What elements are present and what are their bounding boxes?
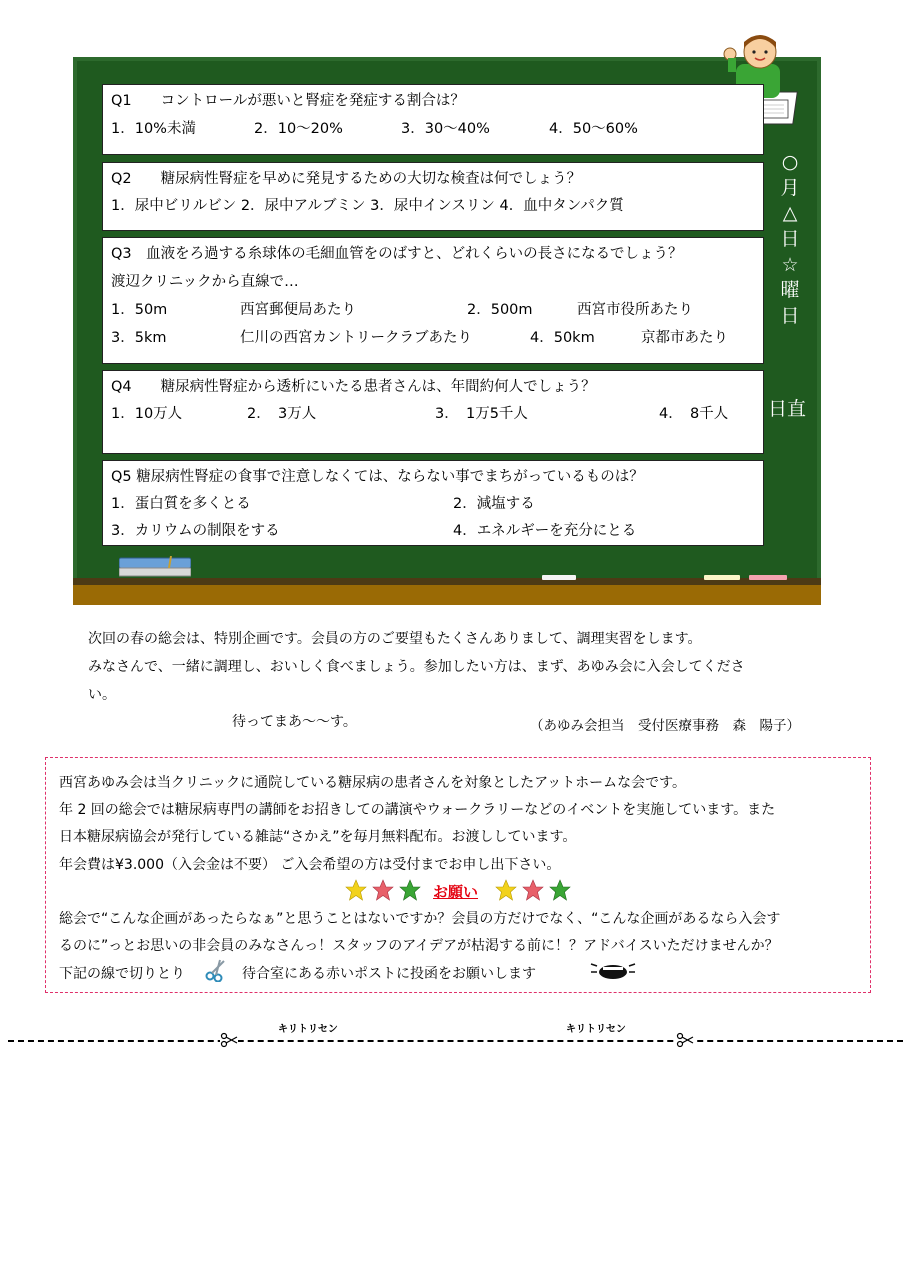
request-banner [345, 877, 577, 903]
membership-info-box [45, 757, 871, 993]
date-char: ○ [781, 151, 799, 173]
date-char: △ [782, 202, 798, 225]
scissors-icon [204, 958, 228, 982]
q3-option-1-num: 1．50m [111, 302, 168, 318]
board-duty: 日直 [768, 398, 807, 420]
q1-option-4: 4．50～60% [549, 121, 638, 137]
notice-signature: （あゆみ会担当 受付医療事務 森 陽子） [530, 718, 800, 734]
notice-line-3: い。 [88, 687, 116, 703]
notice-line-2: みなさんで、一緒に調理し、おいしく食べましょう。参加したい方は、まず、あゆみ会に入会してくださ [88, 659, 745, 675]
q3-option-4-num: 4．50km [530, 330, 595, 346]
notice-waiting: 待ってまあ～～す。 [232, 714, 357, 730]
info-line-7a: 下記の線で切りとり [59, 966, 185, 982]
q3-option-1-place: 西宮郵便局あたり [240, 302, 356, 318]
quiz-card-q5 [102, 460, 764, 546]
q5-option-1: 1．蛋白質を多くとる [111, 496, 251, 512]
q3-subtitle: 渡辺クリニックから直線で… [111, 274, 299, 290]
q1-option-3: 3．30～40% [401, 121, 490, 137]
q3-option-2-num: 2．500m [467, 302, 533, 318]
date-char: 日 [780, 304, 800, 327]
date-char: 曜 [780, 279, 800, 302]
quiz-card-q4 [102, 370, 764, 454]
q5-option-4: 4．エネルギーを充分にとる [453, 523, 637, 539]
q3-option-4-place: 京都市あたり [641, 330, 728, 346]
q5-option-2: 2．減塩する [453, 496, 535, 512]
info-line-5: 総会で“こんな企画があったらなぁ”と思うことはないですか？会員の方だけでなく、“こんな企画があるなら入会す [59, 911, 781, 927]
info-line-1: 西宮あゆみ会は当クリニックに通院している糖尿病の患者さんを対象としたアットホームな会です。 [59, 775, 687, 791]
q3-option-2-place: 西宮市役所あたり [577, 302, 693, 318]
q5-option-3: 3．カリウムの制限をする [111, 523, 280, 539]
eraser-icon [119, 556, 191, 577]
chalk-pink [749, 575, 787, 580]
q4-title: Q4 糖尿病性腎症から透析にいたる患者さんは、年間約何人でしょう？ [111, 379, 596, 395]
board-date-column [778, 150, 802, 329]
q4-option-2: 2． 3万人 [247, 406, 317, 422]
chalk-white [542, 575, 576, 580]
info-line-7b: 待合室にある赤いポストに投函をお願いします [242, 966, 536, 982]
cut-label-left: キリトリセン [278, 1024, 338, 1035]
mailbox-post-icon [589, 958, 637, 982]
cut-line [8, 1040, 903, 1042]
quiz-card-q2 [102, 162, 764, 231]
date-char: 月 [780, 176, 800, 199]
q3-option-3-num: 3．5km [111, 330, 167, 346]
q2-title: Q2 糖尿病性腎症を早めに発見するための大切な検査は何でしょう？ [111, 171, 582, 187]
q4-option-1: 1．10万人 [111, 406, 183, 422]
stars-right-icon [495, 879, 571, 901]
info-line-4: 年会費は¥3.000（入会金は不要） ご入会希望の方は受付までお申し出下さい。 [59, 857, 561, 873]
date-char: ☆ [781, 253, 799, 276]
board-ledge [73, 585, 821, 605]
info-line-6: るのに”っとお思いの非会員のみなさんっ！スタッフのアイデアが枯渇する前に！？アドバイスいただけませんか？ [59, 938, 779, 954]
date-char: 日 [780, 227, 800, 250]
q5-title: Q5 糖尿病性腎症の食事で注意しなくては、ならない事でまちがっているものは？ [111, 469, 644, 485]
quiz-card-q1 [102, 84, 764, 155]
cut-label-right: キリトリセン [566, 1024, 626, 1035]
q1-option-2: 2．10～20% [254, 121, 343, 137]
q4-option-3: 3． 1万5千人 [435, 406, 528, 422]
q1-option-1: 1．10%未満 [111, 121, 196, 137]
stars-left-icon [345, 879, 421, 901]
chalk-yellow [704, 575, 740, 580]
q1-title: Q1 コントロールが悪いと腎症を発症する割合は？ [111, 93, 465, 109]
scissors-cut-icon [220, 1032, 238, 1048]
info-line-3: 日本糖尿病協会が発行している雑誌“さかえ”を毎月無料配布。お渡ししています。 [59, 829, 577, 845]
q3-title: Q3 血液をろ過する糸球体の毛細血管をのばすと、どれくらいの長さになるでしょう？ [111, 246, 683, 262]
q4-option-4: 4． 8千人 [659, 406, 729, 422]
request-title: お願い [433, 883, 479, 901]
info-line-2: 年 2 回の総会では糖尿病専門の講師をお招きしての講演やウォークラリーなどのイベントを実施しています。また [59, 802, 776, 818]
q3-option-3-place: 仁川の西宮カントリークラブあたり [240, 330, 472, 346]
scissors-cut-icon [676, 1032, 694, 1048]
quiz-card-q3 [102, 237, 764, 364]
q2-options: 1．尿中ビリルビン 2．尿中アルブミン 3．尿中インスリン 4．血中タンパク質 [111, 198, 624, 214]
notice-line-1: 次回の春の総会は、特別企画です。会員の方のご要望もたくさんありまして、調理実習をします。 [88, 631, 702, 647]
